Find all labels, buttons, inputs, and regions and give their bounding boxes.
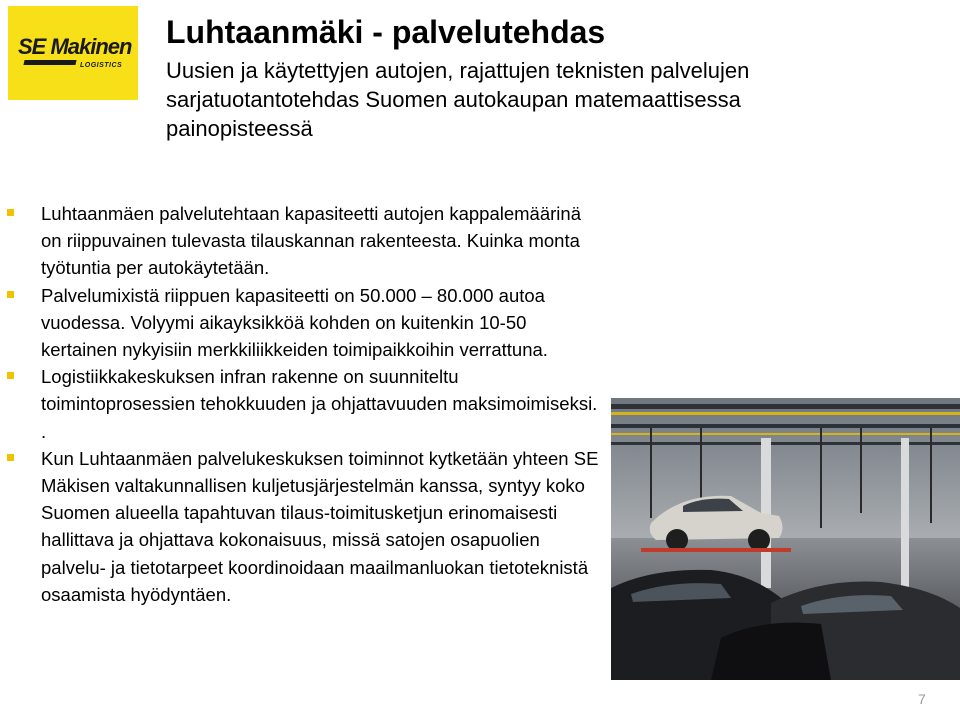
bullet-item	[0, 200, 600, 282]
bullet-text: Kun Luhtaanmäen palvelukeskuksen toiminnot kytketään yhteen SE Mäkisen valtakunnallisen kuljetusjärjestelmän kanssa, syntyy koko Suomen alueella tapahtuvan tilaus-toimitusketjun erinomaisesti hallittava ja ohjattava kokonaisuus, missä satojen osapuolien palvelu- ja tietotarpeet koordinoidaan maailmanluokan tietoteknistä osaamista hyödyntäen.	[41, 447, 599, 605]
logo-bar	[23, 60, 76, 65]
logo-wordmark: SE Makinen	[18, 34, 132, 59]
bullet-item	[0, 363, 600, 445]
slide-title: Luhtaanmäki - palvelutehdas	[166, 14, 606, 50]
slide-subtitle: Uusien ja käytettyjen autojen, rajattujen teknisten palvelujen sarjatuotantotehdas Suomen autokaupan matemaattisessa painopisteessä	[166, 58, 750, 141]
bullet-item	[0, 445, 600, 608]
bullet-list	[0, 200, 600, 608]
workshop-photo	[611, 398, 960, 680]
bullet-square-icon	[7, 454, 14, 461]
bullet-text: Luhtaanmäen palvelutehtaan kapasiteetti autojen kappalemäärinä on riippuvainen tulevasta tilauskannan rakenteesta. Kuinka monta työtuntia per autokäytetään.	[41, 203, 581, 279]
bullet-text: Palvelumixistä riippuen kapasiteetti on 50.000 – 80.000 autoa vuodessa. Volyymi aikayksikköä kohden on kuitenkin 10-50 kertainen nykyisiin merkkiliikkeiden toimipaikkoihin verrattuna.	[41, 284, 548, 361]
logo-tagline: LOGISTICS	[80, 62, 123, 69]
bullet-square-icon	[7, 372, 14, 379]
workshop-photo-illustration	[611, 398, 960, 680]
company-logo	[8, 6, 138, 100]
bullet-text: Logistiikkakeskuksen infran rakenne on suunniteltu toimintoprosessien tehokkuuden ja ohjattavuuden maksimoimiseksi. .	[41, 366, 598, 442]
bullet-square-icon	[7, 209, 14, 216]
bullet-item	[0, 282, 600, 364]
bullet-square-icon	[7, 291, 14, 298]
page-number: 7	[918, 691, 926, 707]
